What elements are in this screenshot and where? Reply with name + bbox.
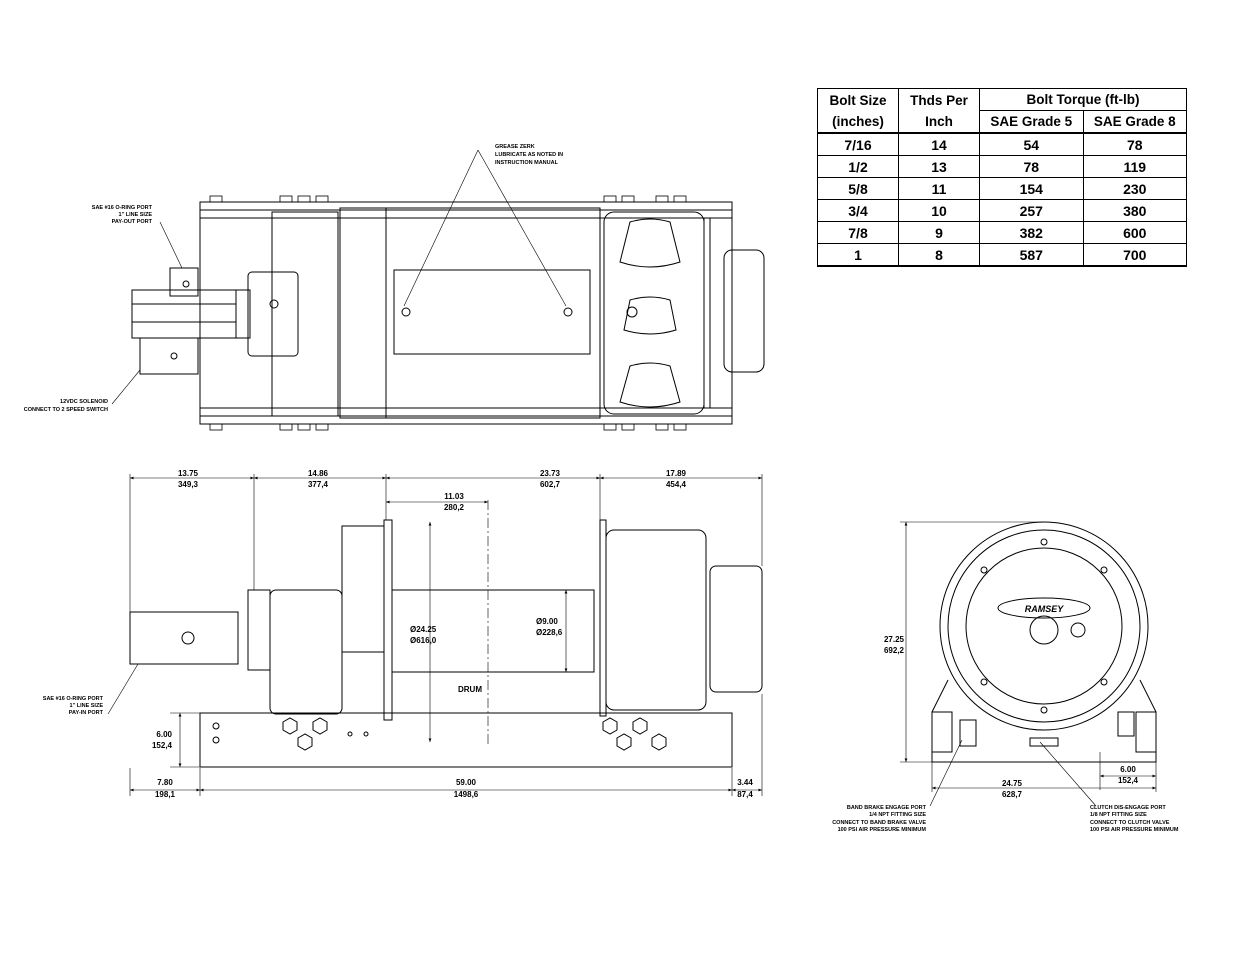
dim-drum-center: 11.03 — [444, 492, 464, 501]
payin-note-line: SAE #16 O-RING PORT — [42, 696, 103, 702]
top-view-notes — [24, 144, 563, 413]
brake-note-line: BAND BRAKE ENGAGE PORT — [846, 805, 926, 811]
payin-note-line: 1" LINE SIZE — [69, 703, 103, 709]
housing-outer — [940, 522, 1148, 730]
sae-grade-8-header: SAE Grade 8 — [1083, 111, 1187, 134]
thds-cell: 11 — [899, 178, 980, 200]
dim-23-73-mm: 602,7 — [539, 480, 561, 489]
brake-note-line: 1/4 NPT FITTING SIZE — [869, 812, 926, 818]
payout-note-line: SAE #16 O-RING PORT — [91, 205, 152, 211]
grade8-cell: 700 — [1083, 244, 1187, 267]
thds-cell: 13 — [899, 156, 980, 178]
grease-zerk-left — [402, 308, 410, 316]
bolt-size-cell: 7/8 — [818, 222, 899, 244]
dim-height-mm: 692,2 — [883, 646, 904, 655]
gearbox-housing — [272, 212, 338, 416]
grade5-cell: 54 — [980, 133, 1084, 156]
grade5-cell: 587 — [980, 244, 1084, 267]
dim-height: 27.25 — [883, 635, 904, 644]
frame-bolts — [210, 196, 686, 430]
dim-7-80-mm: 198,1 — [154, 790, 176, 799]
solenoid-block — [140, 338, 198, 374]
solenoid-note-line: CONNECT TO 2 SPEED SWITCH — [23, 407, 108, 413]
bolt-size-cell: 7/16 — [818, 133, 899, 156]
dim-drum-dia-mm: Ø228,6 — [536, 628, 563, 637]
grade8-cell: 78 — [1083, 133, 1187, 156]
thds-per-inch-header: Thds Per Inch — [899, 89, 980, 134]
dim-59-00: 59.00 — [455, 778, 477, 787]
top-view — [112, 150, 764, 430]
sae-grade-5-header: SAE Grade 5 — [980, 111, 1084, 134]
motor-hub — [248, 272, 298, 356]
side-view — [108, 474, 762, 796]
payout-note-line: PAY-OUT PORT — [111, 219, 152, 225]
brake-housing — [604, 212, 704, 414]
bolt-torque-header: Bolt Torque (ft-lb) — [980, 89, 1187, 111]
bolt-size-cell: 1 — [818, 244, 899, 267]
clutch-port — [1030, 738, 1058, 746]
ramsey-logo-text: RAMSEY — [1024, 604, 1064, 614]
payout-note-line: 1" LINE SIZE — [118, 212, 152, 218]
hydraulic-motor — [132, 290, 236, 338]
grease-note-line: LUBRICATE AS NOTED IN — [495, 152, 564, 158]
drum-flange-left — [340, 208, 386, 418]
dim-foot: 6.00 — [1120, 765, 1136, 774]
end-view — [900, 522, 1156, 806]
bolt-size-cell: 5/8 — [818, 178, 899, 200]
band-brake-port — [960, 720, 976, 746]
grade8-cell: 380 — [1083, 200, 1187, 222]
dim-17-89: 17.89 — [665, 469, 687, 478]
frame-outline — [200, 202, 732, 424]
dim-flange-dia-mm: Ø616,0 — [410, 636, 437, 645]
dim-3-44: 3.44 — [737, 778, 753, 787]
brake-housing-side — [606, 530, 706, 710]
payin-note-line: PAY-IN PORT — [68, 710, 103, 716]
end-cap-side — [710, 566, 762, 692]
grade8-cell: 600 — [1083, 222, 1187, 244]
dim-base-height-mm: 152,4 — [151, 741, 172, 750]
dim-17-89-mm: 454,4 — [665, 480, 687, 489]
dim-width: 24.75 — [1001, 779, 1023, 788]
end-base — [932, 680, 1156, 762]
thds-cell: 8 — [899, 244, 980, 267]
housing-inner — [966, 548, 1122, 704]
dim-drum-dia: Ø9.00 — [536, 617, 558, 626]
motor-side — [130, 612, 238, 664]
solenoid-note-line: 12VDC SOLENOID — [60, 399, 108, 405]
grade5-cell: 154 — [980, 178, 1084, 200]
dim-14-86-mm: 377,4 — [307, 480, 329, 489]
dim-foot-mm: 152,4 — [1117, 776, 1139, 785]
dim-3-44-mm: 87,4 — [737, 790, 753, 799]
dim-width-mm: 628,7 — [1001, 790, 1023, 799]
grease-zerk-right — [564, 308, 572, 316]
dim-59-00-mm: 1498,6 — [453, 790, 479, 799]
bolt-size-cell: 1/2 — [818, 156, 899, 178]
bolt-size-header: Bolt Size (inches) — [818, 89, 899, 134]
thds-cell: 9 — [899, 222, 980, 244]
grade5-cell: 78 — [980, 156, 1084, 178]
end-view-labels — [832, 604, 1179, 833]
gearbox-side — [270, 590, 342, 714]
drum — [394, 270, 590, 354]
dim-14-86: 14.86 — [307, 469, 329, 478]
brake-note-line: 100 PSI AIR PRESSURE MINIMUM — [837, 827, 926, 833]
drum-label: DRUM — [458, 685, 482, 694]
side-view-dimensions — [43, 469, 754, 799]
brake-note-line: CONNECT TO BAND BRAKE VALVE — [832, 820, 926, 826]
grease-note-line: INSTRUCTION MANUAL — [495, 160, 558, 166]
dim-23-73: 23.73 — [539, 469, 561, 478]
dim-drum-center-mm: 280,2 — [443, 503, 465, 512]
clutch-note-line: 100 PSI AIR PRESSURE MINIMUM — [1090, 827, 1179, 833]
bolt-size-cell: 3/4 — [818, 200, 899, 222]
thds-cell: 10 — [899, 200, 980, 222]
gear-housing-side — [342, 526, 384, 652]
clutch-note-line: CLUTCH DIS-ENGAGE PORT — [1090, 805, 1166, 811]
grade8-cell: 230 — [1083, 178, 1187, 200]
base-hex-bolts — [213, 718, 666, 750]
dim-13-75: 13.75 — [177, 469, 199, 478]
grade8-cell: 119 — [1083, 156, 1187, 178]
grade5-cell: 382 — [980, 222, 1084, 244]
dim-7-80: 7.80 — [157, 778, 173, 787]
grease-note-line: GREASE ZERK — [495, 144, 535, 150]
grade5-cell: 257 — [980, 200, 1084, 222]
clutch-note-line: CONNECT TO CLUTCH VALVE — [1090, 820, 1170, 826]
drum-area — [386, 208, 600, 418]
dim-flange-dia: Ø24.25 — [410, 625, 437, 634]
dim-base-height: 6.00 — [156, 730, 172, 739]
thds-cell: 14 — [899, 133, 980, 156]
clutch-note-line: 1/8 NPT FITTING SIZE — [1090, 812, 1147, 818]
dim-13-75-mm: 349,3 — [177, 480, 199, 489]
end-cap — [724, 250, 764, 372]
